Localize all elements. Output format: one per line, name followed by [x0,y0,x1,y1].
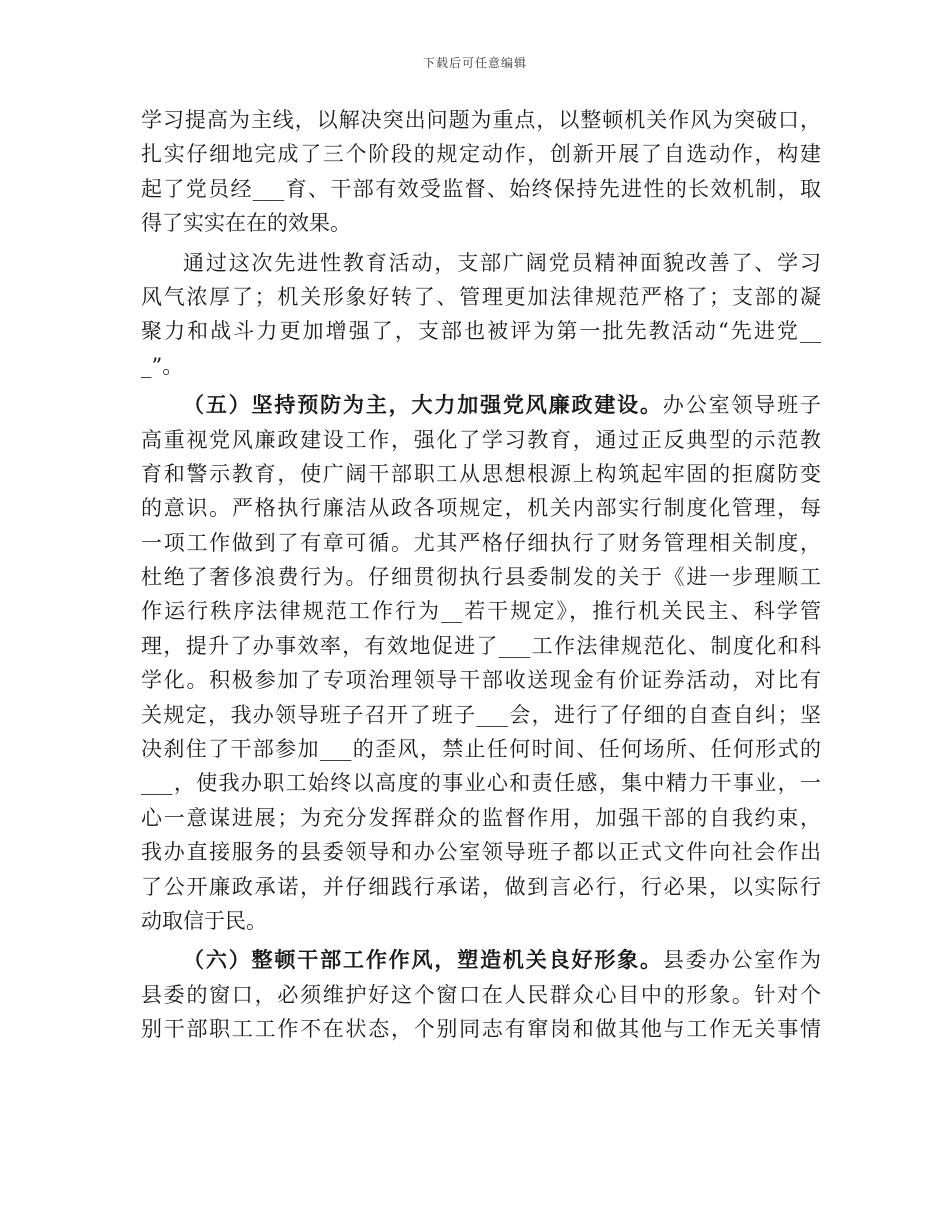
text-line: 县委的窗口，必须维护好这个窗口在人民群众心目中的形象。针对个 [141,982,821,1007]
paragraph [141,943,821,1046]
section-heading: （五）坚持预防为主，大力加强党风廉政建设。 [183,392,663,418]
text-line: 了公开廉政承诺，并仔细践行承诺，做到言必行，行必果，以实际行 [141,874,821,899]
text-line: ___，使我办职工始终以高度的事业心和责任感，集中精力干事业，一 [141,771,821,796]
text-line: 学习提高为主线，以解决突出问题为重点，以整顿机关作风为突破口， [141,108,821,132]
text-line [141,943,821,977]
text-line: 得了实实在在的效果。 [141,211,351,236]
text-line: 一项工作做到了有章可循。尤其严格仔细执行了财务管理相关制度， [141,530,821,555]
text-line: 别干部职工工作不在状态，个别同志有窜岗和做其他与工作无关事情 [141,1017,821,1042]
text-line: 决刹住了干部参加___的歪风，禁止任何时间、任何场所、任何形式的 [141,737,821,762]
text-line: 心一意谋进展；为充分发挥群众的监督作用，加强干部的自我约束， [141,805,821,830]
text-line: _”。 [141,353,184,378]
text-line: 关规定，我办领导班子召开了班子___会，进行了仔细的自查自纠；坚 [141,702,821,727]
text-line: 理，提升了办事效率，有效地促进了___工作法律规范化、制度化和科 [141,633,821,658]
text-line: 起了党员经___育、干部有效受监督、始终保持先进性的长效机制，取 [141,176,821,201]
text-line: 我办直接服务的县委领导和办公室领导班子都以正式文件向社会作出 [141,840,821,865]
text-line: 高重视党风廉政建设工作，强化了学习教育，通过正反典型的示范教 [141,427,821,452]
text-line: 作运行秩序法律规范工作行为__若干规定》，推行机关民主、科学管 [141,599,821,624]
text-line: 杜绝了奢侈浪费行为。仔细贯彻执行县委制发的关于《进一步理顺工 [141,565,821,590]
text-line: 通过这次先进性教育活动，支部广阔党员精神面貌改善了、学习 [183,250,821,275]
text-line: 育和警示教育，使广阔干部职工从思想根源上构筑起牢固的拒腐防变 [141,461,821,486]
text-line: 的意识。严格执行廉洁从政各项规定，机关内部实行制度化管理，每 [141,496,821,521]
text-line: 风气浓厚了；机关形象好转了、管理更加法律规范严格了；支部的凝 [141,284,821,309]
paragraph [141,246,821,384]
text-line: 动取信于民。 [141,908,267,933]
text-line: 聚力和战斗力更加增强了，支部也被评为第一批先教活动“先进党__ [141,319,821,344]
page-header: 下载后可任意编辑 [422,56,527,70]
section-heading: （六）整顿干部工作作风，塑造机关良好形象。 [183,947,663,973]
paragraph [141,103,821,241]
document-body [141,103,821,1047]
text-line: 扎实仔细地完成了三个阶段的规定动作，创新开展了自选动作，构建 [141,142,821,167]
text-line: 学化。积极参加了专项治理领导干部收送现金有价证券活动，对比有 [141,668,821,693]
paragraph [141,388,821,938]
text-line [141,388,821,422]
heading-continuation: 县委办公室作为 [662,948,821,973]
heading-continuation: 办公室领导班子 [662,393,821,418]
